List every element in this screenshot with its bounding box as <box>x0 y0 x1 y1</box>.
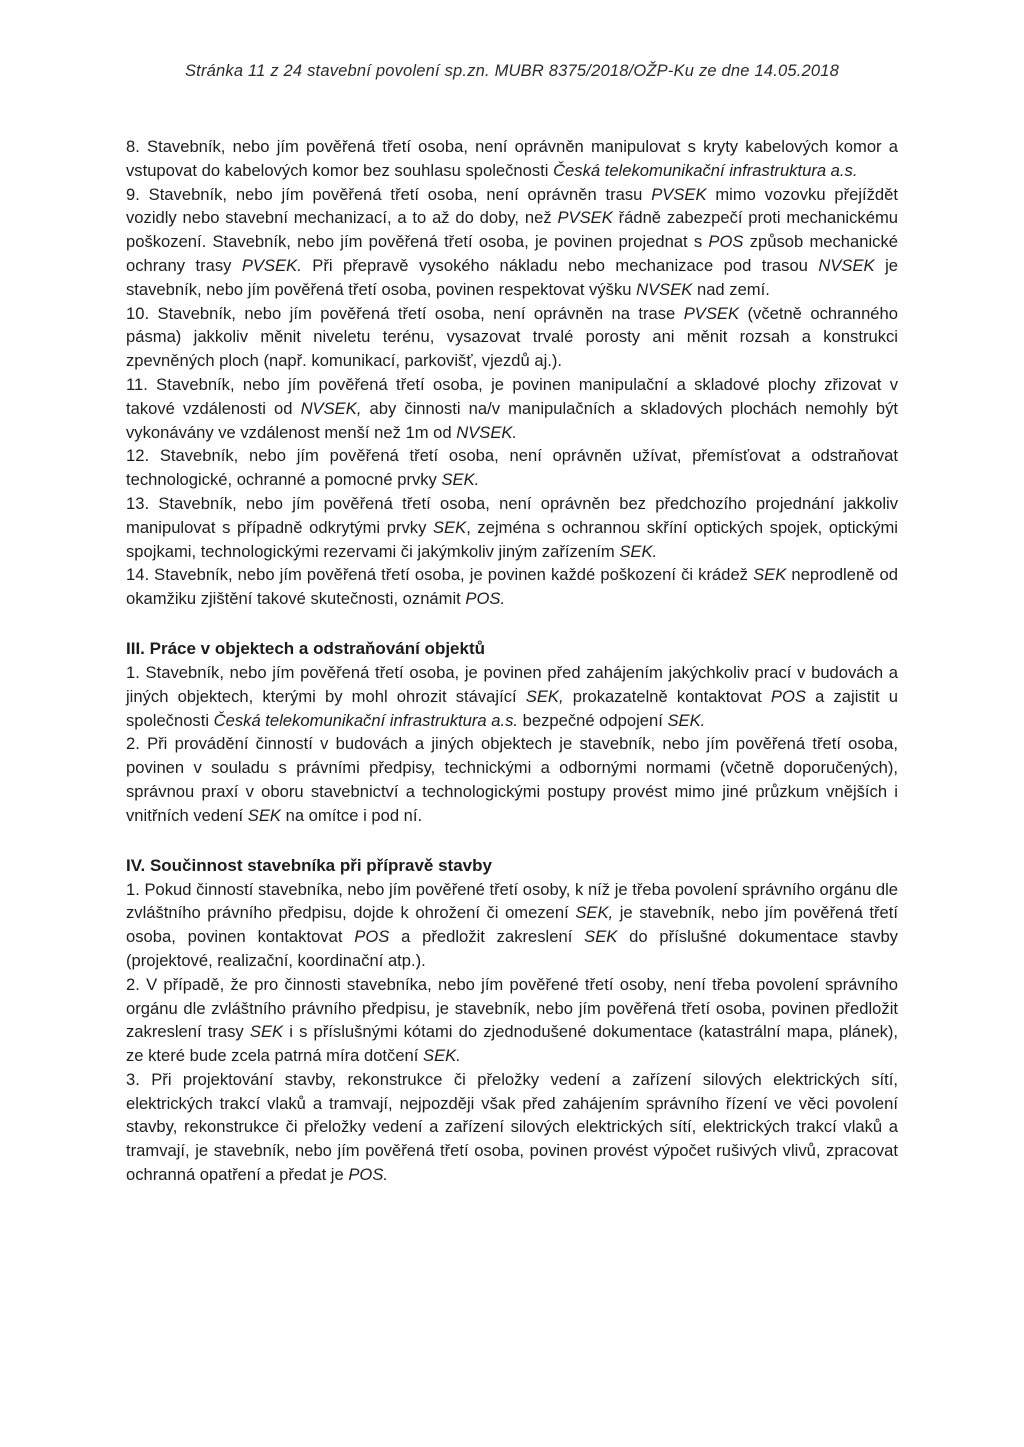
text-run: aby činnosti na/v manipulačních a skladových plochách nemohly být vykonávány ve vzdálenost menší než 1m od <box>126 398 898 442</box>
italic-term: SEK. <box>423 1046 461 1066</box>
paragraph <box>126 973 898 1068</box>
paragraph <box>126 183 898 302</box>
text-run: 14. Stavebník, nebo jím pověřená třetí osoba, je povinen každé poškození či krádež <box>126 565 754 585</box>
paragraph <box>126 661 898 732</box>
text-run: 9. Stavebník, nebo jím pověřená třetí osoba, není oprávněn trasu <box>126 184 652 204</box>
text-run: a zajistit u společnosti <box>126 686 898 730</box>
text-run: 13. Stavebník, nebo jím pověřená třetí osoba, není oprávněn bez předchozího projednání jakkoliv manipulovat s případně odkrytými prvky <box>126 493 898 537</box>
italic-term: SEK <box>249 1022 284 1042</box>
paragraph <box>126 732 898 827</box>
section-heading <box>126 637 898 661</box>
paragraph <box>126 373 898 444</box>
text-run: 11. Stavebník, nebo jím pověřená třetí osoba, je povinen manipulační a skladové plochy zřizovat v takové vzdálenosti od <box>126 374 898 418</box>
text-run: neprodleně od okamžiku zjištění takové skutečnosti, oznámit <box>126 565 898 609</box>
italic-term: PVSEK <box>683 303 740 323</box>
paragraph <box>126 135 898 183</box>
italic-term: POS <box>354 927 390 947</box>
italic-term: SEK, <box>575 903 614 923</box>
italic-term: SEK, <box>525 686 564 706</box>
italic-term: SEK <box>432 517 467 537</box>
text-run: (včetně ochranného pásma) jakkoliv měnit niveletu terénu, vysazovat trvalé porosty ani měnit rozsah a konstrukci zpevněných ploch (např. komunikací, parkovišť, vjezdů aj.). <box>126 303 898 371</box>
italic-term: SEK. <box>667 710 706 730</box>
text-run: způsob mechanické ochrany trasy <box>126 232 898 275</box>
italic-term: POS <box>770 686 806 706</box>
paragraph <box>126 878 898 973</box>
italic-term: Česká telekomunikační infrastruktura a.s. <box>213 710 518 730</box>
text-run: je stavebník, nebo jím pověřená třetí osoba, povinen respektovat výšku <box>126 255 898 299</box>
italic-term: SEK <box>753 565 787 585</box>
italic-term: NVSEK. <box>456 422 518 442</box>
text-run: 2. Při provádění činností v budovách a jiných objektech je stavebník, nebo jím pověřená třetí osoba, povinen v souladu s právními předpisy, technickými a odbornými normami (včetně doporučených), správnou praxí v oboru stavebnictví a technologickými postupy provést mimo jiné průzkum vnějších i vnitřních vedení <box>126 734 898 825</box>
text-run: bezpečné odpojení <box>518 710 668 730</box>
italic-term: PVSEK <box>651 184 707 204</box>
text-run: řádně zabezpečí proti mechanickému poškození. Stavebník, nebo jím pověřená třetí osoba, je povinen projednat s <box>126 208 898 252</box>
text-run: 10. Stavebník, nebo jím pověřená třetí osoba, není oprávněn na trase <box>126 303 684 323</box>
italic-term: SEK. <box>441 470 480 490</box>
text-run: 3. Při projektování stavby, rekonstrukce či přeložky vedení a zařízení silových elektrických sítí, elektrických trakcí vlaků a tramvají, nejpozději však před zahájením správního řízení ve věci povolení stavby, rekonstrukce či přeložky vedení a zařízení silových elektrických sítí, elektrických trakcí vlaků a tramvají, je stavebník, nebo jím pověřená třetí osoba, povinen provést výpočet rušivých vlivů, zpracovat ochranná opatření a předat je <box>126 1069 898 1185</box>
text-run: i s příslušnými kótami do zjednodušené dokumentace (katastrální mapa, plánek), ze které bude zcela patrná míra dotčení <box>126 1022 898 1066</box>
text-run: 1. Stavebník, nebo jím pověřená třetí osoba, je povinen před zahájením jakýchkoliv prací v budovách a jiných objektech, kterými by mohl ohrozit stávající <box>126 662 898 706</box>
italic-term: SEK <box>584 927 618 947</box>
text-run: na omítce i pod ní. <box>280 805 423 825</box>
italic-term: NVSEK <box>818 255 875 275</box>
text-run: III. Práce v objektech a odstraňování objektů <box>126 638 486 658</box>
text-run: mimo vozovku přejíždět vozidly nebo stavební mechanizací, a to až do doby, než <box>126 184 898 228</box>
text-run: a předložit zakreslení <box>389 927 585 947</box>
italic-term: PVSEK. <box>241 255 302 275</box>
section-heading <box>126 854 898 878</box>
text-run: nad zemí. <box>692 279 770 299</box>
page-header: Stránka 11 z 24 stavební povolení sp.zn. MUBR 8375/2018/OŽP-Ku ze dne 14.05.2018 <box>184 62 840 80</box>
italic-term: SEK <box>247 805 281 825</box>
document-body <box>126 135 898 1187</box>
paragraph <box>126 444 898 492</box>
italic-term: Česká telekomunikační infrastruktura a.s. <box>553 160 858 180</box>
text-run: je stavebník, nebo jím pověřená třetí osoba, povinen kontaktovat <box>126 903 898 947</box>
paragraph <box>126 492 898 563</box>
italic-term: POS <box>708 232 744 252</box>
paragraph <box>126 302 898 373</box>
text-run: 1. Pokud činností stavebníka, nebo jím pověřené třetí osoby, k níž je třeba povolení správního orgánu dle zvláštního právního předpisu, dojde k ohrožení či omezení <box>126 879 898 923</box>
italic-term: NVSEK, <box>300 398 362 418</box>
text-run: , zejména s ochrannou skříní optických spojek, optickými spojkami, technologickými rezervami či jakýmkoliv jiným zařízením <box>126 517 898 561</box>
italic-term: PVSEK <box>557 208 613 228</box>
text-run: 2. V případě, že pro činnosti stavebníka, nebo jím pověřené třetí osoby, není třeba povolení správního orgánu dle zvláštního právního předpisu, je stavebník, nebo jím pověřená třetí osoba, povinen předložit zakreslení trasy <box>126 974 898 1042</box>
italic-term: POS. <box>465 589 506 609</box>
text-run: 12. Stavebník, nebo jím pověřená třetí osoba, není oprávněn užívat, přemísťovat a odstraňovat technologické, ochranné a pomocné prvky <box>126 446 898 490</box>
italic-term: NVSEK <box>636 279 693 299</box>
paragraph <box>126 563 898 611</box>
text-run: Při přepravě vysokého nákladu nebo mechanizace pod trasou <box>301 255 819 275</box>
text-run: IV. Součinnost stavebníka při přípravě stavby <box>126 855 492 875</box>
italic-term: POS. <box>348 1165 388 1185</box>
text-run: do příslušné dokumentace stavby (projektové, realizační, koordinační atp.). <box>126 927 898 970</box>
paragraph <box>126 1068 898 1187</box>
text-run: 8. Stavebník, nebo jím pověřená třetí osoba, není oprávněn manipulovat s kryty kabelových komor a vstupovat do kabelových komor bez souhlasu společnosti <box>126 137 898 180</box>
text-run: prokazatelně kontaktovat <box>563 686 771 706</box>
italic-term: SEK. <box>619 541 658 561</box>
